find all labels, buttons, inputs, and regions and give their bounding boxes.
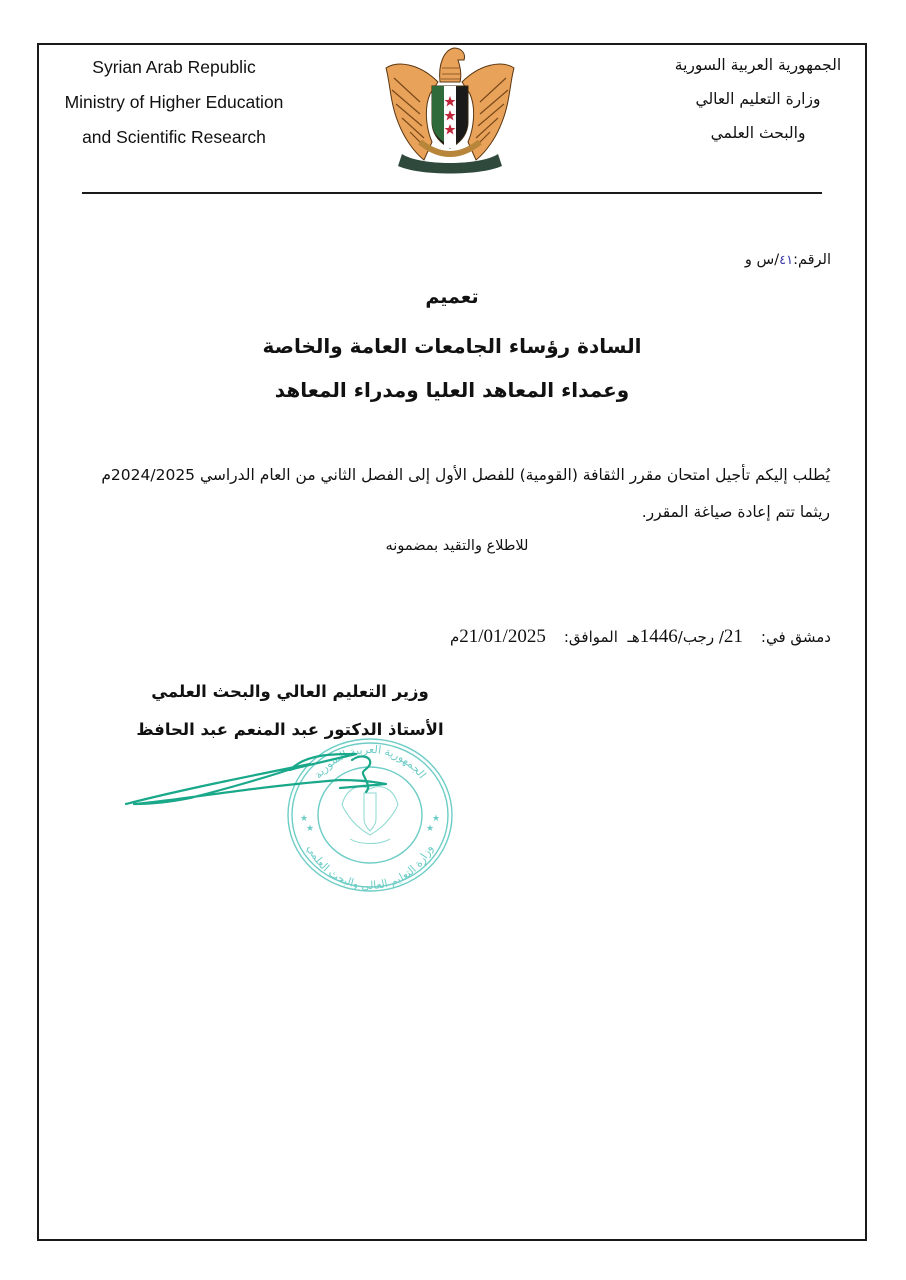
- syrian-eagle-emblem-icon: [380, 42, 520, 174]
- body-paragraph-line-1: يُطلب إليكم تأجيل امتحان مقرر الثقافة (القومية) للفصل الأول إلى الفصل الثاني من العام الدراسي 2024/2025م: [101, 466, 830, 484]
- reference-suffix: /س و: [744, 252, 780, 268]
- circular-title: تعميم: [425, 286, 479, 308]
- stamp-bottom-text: وزارة التعليم العالي والبحث العلمي: [304, 842, 436, 893]
- reference-number: [745, 252, 831, 268]
- header-divider: [82, 192, 822, 194]
- english-letterhead: [40, 50, 308, 155]
- svg-text:★: ★: [432, 814, 441, 824]
- body-paragraph-line-2: ريثما تتم إعادة صياغة المقرر.: [641, 503, 830, 521]
- gregorian-date: 21/01/2025: [459, 626, 546, 647]
- emblem-shield: [432, 86, 468, 148]
- date-line: [450, 626, 831, 648]
- english-letterhead-line-2: Ministry of Higher Education: [64, 92, 284, 112]
- body-closing: للاطلاع والتقيد بمضمونه: [385, 538, 529, 554]
- handwritten-signature: [120, 740, 480, 830]
- arabic-letterhead-line-3: والبحث العلمي: [710, 124, 806, 142]
- gregorian-label: الموافق:: [563, 628, 618, 646]
- svg-text:★: ★: [306, 824, 315, 834]
- arabic-letterhead-line-1: الجمهورية العربية السورية: [674, 56, 842, 74]
- signatory-name: الأستاذ الدكتور عبد المنعم عبد الحافظ: [136, 720, 444, 739]
- arabic-letterhead: [640, 48, 876, 150]
- eagle-head: [440, 48, 465, 82]
- date-place-label: دمشق في:: [760, 628, 831, 646]
- arabic-letterhead-line-2: وزارة التعليم العالي: [695, 90, 821, 108]
- english-letterhead-line-1: Syrian Arab Republic: [92, 57, 256, 77]
- hijri-month: / رجب/: [677, 628, 724, 646]
- hijri-suffix: هـ: [627, 628, 640, 646]
- signatory-title: وزير التعليم العالي والبحث العلمي: [151, 682, 429, 701]
- reference-label: الرقم:: [793, 252, 831, 268]
- english-letterhead-line-3: and Scientific Research: [82, 127, 266, 147]
- reference-value: ٤١: [779, 253, 794, 268]
- hijri-day: 21: [723, 626, 743, 647]
- svg-text:★: ★: [426, 824, 435, 834]
- stamp-top-text: الجمهورية العربية السورية: [311, 742, 429, 782]
- gregorian-suffix: م: [449, 628, 460, 646]
- svg-text:★: ★: [300, 814, 309, 824]
- hijri-year: 1446: [639, 626, 678, 647]
- addressees-line-1: السادة رؤساء الجامعات العامة والخاصة: [262, 334, 642, 358]
- addressees-line-2: وعمداء المعاهد العليا ومدراء المعاهد: [274, 378, 630, 402]
